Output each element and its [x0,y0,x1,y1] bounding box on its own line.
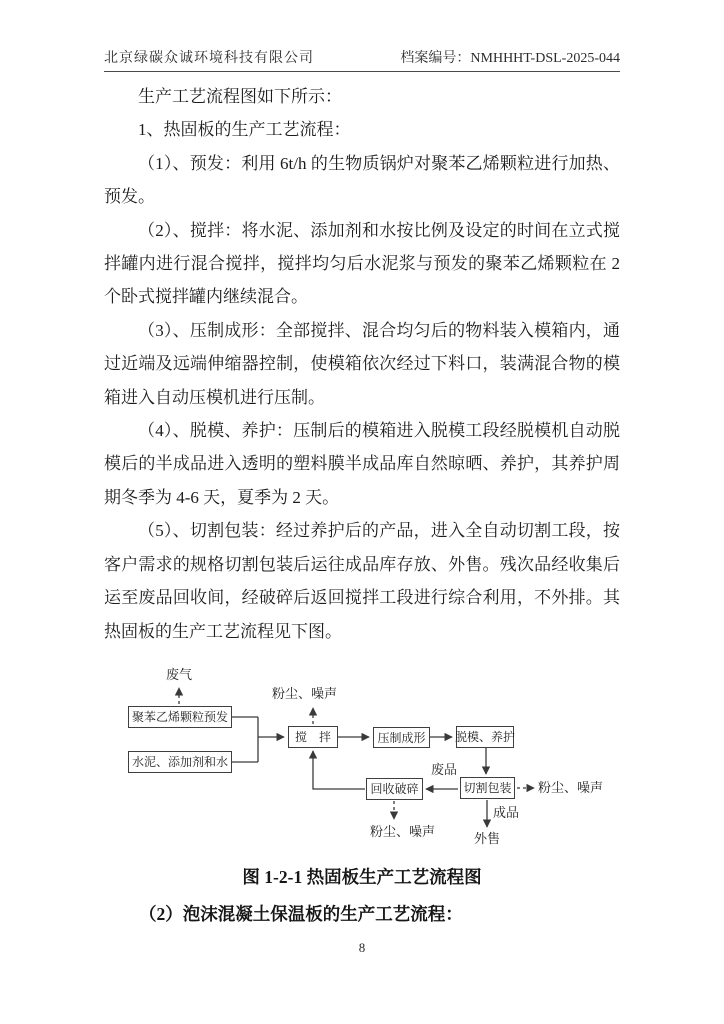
label-product: 成品 [493,805,520,820]
flow-box-cutting-packaging: 切割包装 [460,777,515,799]
label-dust-noise-cut: 粉尘、噪声 [538,780,604,795]
flow-box-press-forming: 压制成形 [373,727,430,748]
body-paragraph: （1）、预发：利用 6t/h 的生物质锅炉对聚苯乙烯颗粒进行加热、预发。 [104,153,620,207]
body-paragraph: 生产工艺流程图如下所示： [138,87,342,106]
flow-connectors [0,650,724,860]
company-name: 北京绿碳众诚环境科技有限公司 [104,51,314,66]
figure-caption: 图 1-2-1 热固板生产工艺流程图 [242,867,482,887]
flow-box-demold-curing: 脱模、养护 [456,726,514,748]
label-dust-noise-recycle: 粉尘、噪声 [370,824,436,839]
file-number: 档案编号：NMHHHT-DSL-2025-044 [400,51,620,66]
body-paragraph: （2）、搅拌：将水泥、添加剂和水按比例及设定的时间在立式搅拌罐内进行混合搅拌，搅拌均匀后水泥浆与预发的聚苯乙烯颗粒在 2 个卧式搅拌罐内继续混合。 [104,220,620,307]
body-paragraph: （4）、脱模、养护：压制后的模箱进入脱模工段经脱模机自动脱模后的半成品进入透明的塑料膜半成品库自然晾晒、养护，其养护周期冬季为 4-6 天，夏季为 2 天。 [104,421,620,507]
flow-box-prefoam: 聚苯乙烯颗粒预发 [128,706,232,728]
flow-box-cement-additives-water: 水泥、添加剂和水 [128,751,232,773]
label-dust-noise-mix: 粉尘、噪声 [272,686,338,701]
label-sale: 外售 [474,831,501,846]
flow-box-recycle-crushing: 回收破碎 [366,778,423,800]
page-header [104,46,620,72]
body-text [104,80,620,648]
body-paragraph: （3）、压制成形：全部搅拌、混合均匀后的物料装入模箱内，通过近端及远端伸缩器控制，使模箱依次经过下料口，装满混合物的模箱进入自动压模机进行压制。 [104,320,620,407]
section-heading-2: （2）泡沫混凝土保温板的生产工艺流程： [139,904,463,924]
label-waste-gas: 废气 [166,667,193,682]
label-scrap: 废品 [431,762,458,777]
body-paragraph: （5）、切割包装：经过养护后的产品，进入全自动切割工段，按客户需求的规格切割包装后运往成品库存放、外售。残次品经收集后运至废品回收间，经破碎后返回搅拌工段进行综合利用，不外排。其热固板的生产工艺流程见下图。 [104,521,620,641]
flow-box-mixing: 搅 拌 [288,726,338,748]
page-number: 8 [358,940,366,955]
body-paragraph: 1、热固板的生产工艺流程： [138,120,351,140]
